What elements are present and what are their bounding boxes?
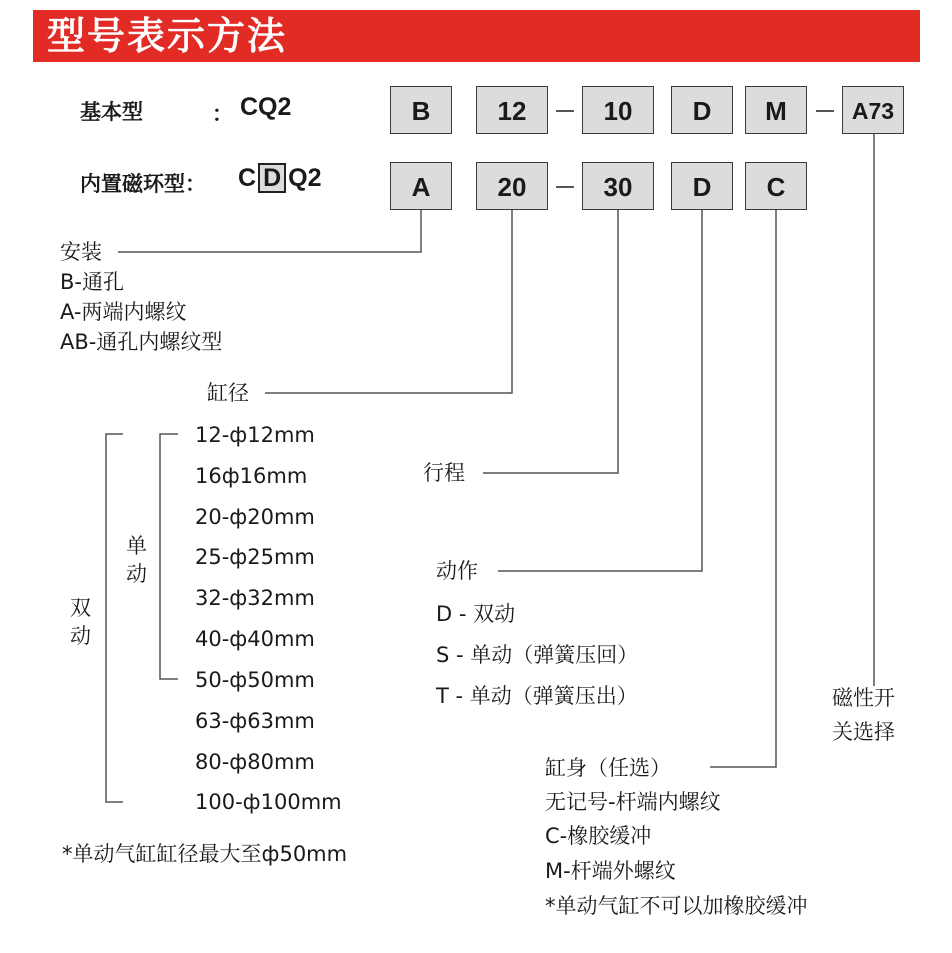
bore-size: 25-ф25mm — [195, 545, 315, 569]
code-box-body-c: C — [745, 162, 807, 210]
bore-size: 32-ф32mm — [195, 586, 315, 610]
bore-size: 40-ф40mm — [195, 627, 315, 651]
mounting-connector — [118, 210, 421, 252]
code-box-mounting-a: A — [390, 162, 452, 210]
code-box-stroke-30: 30 — [582, 162, 654, 210]
bore-size: 80-ф80mm — [195, 750, 315, 774]
code-box-switch-a73: A73 — [842, 86, 904, 134]
single-action-label: 单 — [126, 534, 147, 558]
switch-label: 磁性开 — [832, 686, 895, 710]
bore-size: 50-ф50mm — [195, 668, 315, 692]
mounting-option: B-通孔 — [60, 270, 124, 294]
mounting-option: A-两端内螺纹 — [60, 300, 187, 324]
magnet-code-prefix: C — [238, 164, 257, 192]
double-action-bracket — [106, 434, 123, 802]
code-box-body-m: M — [745, 86, 807, 134]
code-box-action-d: D — [671, 162, 733, 210]
double-action-label: 双 — [70, 596, 91, 620]
double-action-label: 动 — [70, 624, 91, 648]
code-box-bore-20: 20 — [476, 162, 548, 210]
single-action-label: 动 — [126, 562, 147, 586]
bore-size: 20-ф20mm — [195, 505, 315, 529]
bore-note: *单动气缸缸径最大至ф50mm — [62, 842, 348, 866]
code-box-stroke-10: 10 — [582, 86, 654, 134]
page-title: 型号表示方法 — [47, 14, 288, 58]
body-option: C-橡胶缓冲 — [545, 824, 652, 848]
basic-type-label: 基本型 — [80, 100, 143, 124]
single-action-bracket — [160, 434, 178, 679]
body-option: 无记号-杆端内螺纹 — [545, 790, 721, 814]
action-connector — [498, 210, 702, 571]
action-heading: 动作 — [436, 559, 478, 583]
magnet-code-boxed: D — [258, 163, 286, 193]
bore-size: 63-ф63mm — [195, 709, 315, 733]
magnet-code-suffix: Q2 — [288, 164, 322, 192]
basic-type-code: CQ2 — [240, 93, 292, 121]
magnet-type-label: 内置磁环型： — [80, 172, 206, 196]
bore-connector — [265, 210, 512, 393]
body-option: *单动气缸不可以加橡胶缓冲 — [545, 894, 808, 918]
body-connector — [710, 210, 776, 767]
action-option: S - 单动（弹簧压回） — [436, 643, 639, 667]
bore-size: 12-ф12mm — [195, 423, 315, 447]
action-option: T - 单动（弹簧压出） — [436, 684, 638, 708]
mounting-heading: 安装 — [60, 240, 102, 264]
switch-label: 关选择 — [832, 720, 895, 744]
mounting-option: AB-通孔内螺纹型 — [60, 330, 223, 354]
bore-heading: 缸径 — [207, 381, 249, 405]
code-box-action-d: D — [671, 86, 733, 134]
code-box-mounting-b: B — [390, 86, 452, 134]
code-box-bore-12: 12 — [476, 86, 548, 134]
bore-size: 100-ф100mm — [195, 790, 342, 814]
body-heading: 缸身（任选） — [545, 756, 671, 780]
action-option: D - 双动 — [436, 602, 516, 626]
basic-type-colon: ： — [212, 102, 233, 126]
body-option: M-杆端外螺纹 — [545, 859, 676, 883]
stroke-heading: 行程 — [423, 461, 465, 485]
bore-size: 16ф16mm — [195, 464, 308, 488]
stroke-connector — [483, 210, 618, 473]
